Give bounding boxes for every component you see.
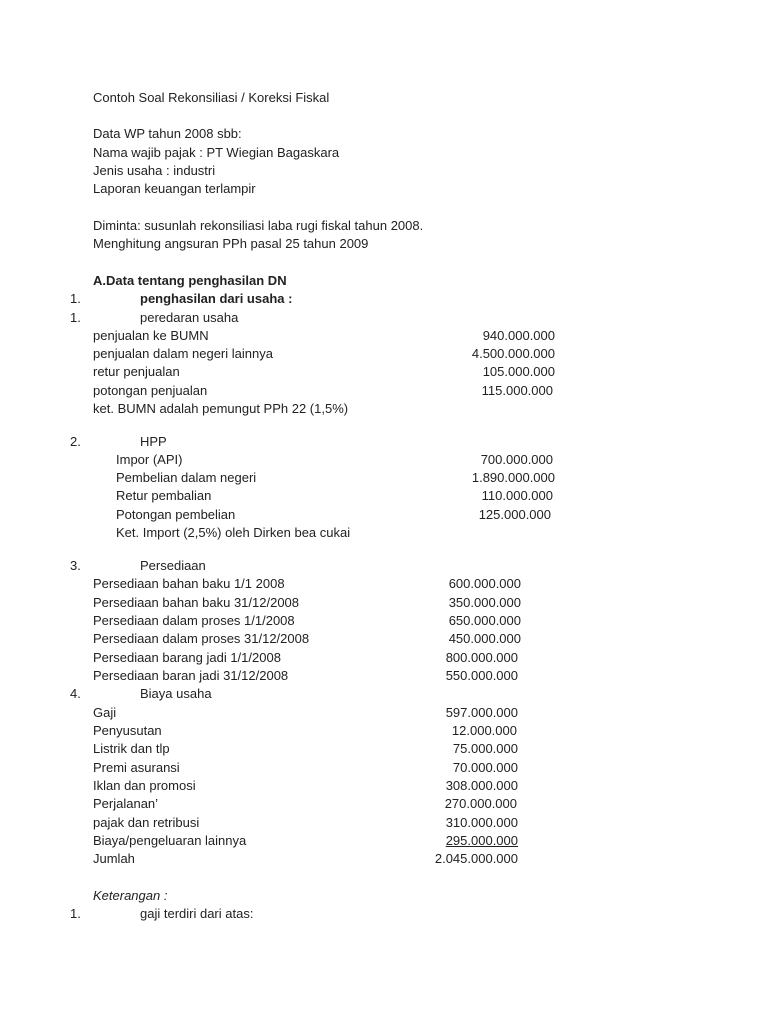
item-label: Perjalanan’	[93, 796, 159, 811]
list-number: 1.	[70, 310, 81, 325]
item-label: Potongan pembelian	[116, 507, 236, 522]
item-value: 75.000.000	[452, 741, 518, 756]
item-value: 1.890.000.000	[471, 470, 555, 485]
item-label: Iklan dan promosi	[93, 778, 196, 793]
item-label: Impor (API)	[116, 452, 183, 467]
item-value: 115.000.000	[481, 383, 553, 398]
intro-line: Nama wajib pajak : PT Wiegian Bagaskara	[93, 145, 340, 160]
subsection-title: Persediaan	[140, 558, 206, 573]
item-label: Persediaan dalam proses 1/1/2008	[93, 613, 295, 628]
item-label: Retur pembalian	[116, 488, 212, 503]
item-label: penjualan ke BUMN	[93, 328, 209, 343]
total-label: Jumlah	[93, 851, 135, 866]
item-value: 597.000.000	[445, 705, 518, 720]
item-label: Gaji	[93, 705, 117, 720]
item-value: 650.000.000	[448, 613, 521, 628]
item-value: 700.000.000	[480, 452, 553, 467]
intro-line: Laporan keuangan terlampir	[93, 181, 256, 196]
item-value: 940.000.000	[482, 328, 555, 343]
item-value: 350.000.000	[448, 595, 521, 610]
subsection-title: penghasilan dari usaha :	[140, 291, 293, 306]
item-value: 310.000.000	[445, 815, 518, 830]
item-label: Penyusutan	[93, 723, 162, 738]
item-label: retur penjualan	[93, 364, 180, 379]
item-label: Listrik dan tlp	[93, 741, 170, 756]
item-label: Premi asuransi	[93, 760, 180, 775]
item-value: 270.000.000	[444, 796, 517, 811]
list-number: 2.	[70, 434, 81, 449]
item-label: Persediaan bahan baku 31/12/2008	[93, 595, 300, 610]
item-value: 308.000.000	[445, 778, 518, 793]
item-label: Biaya/pengeluaran lainnya	[93, 833, 247, 848]
item-value: 800.000.000	[445, 650, 518, 665]
item-value: 70.000.000	[452, 760, 518, 775]
list-number: 4.	[70, 686, 81, 701]
section-a-heading: A.Data tentang penghasilan DN	[93, 273, 287, 288]
task-line: Diminta: susunlah rekonsiliasi laba rugi fiskal tahun 2008.	[93, 218, 424, 233]
total-value: 2.045.000.000	[434, 851, 518, 866]
item-value: 4.500.000.000	[471, 346, 555, 361]
keterangan-text: gaji terdiri dari atas:	[140, 906, 254, 921]
item-value: 12.000.000	[451, 723, 517, 738]
document-title: Contoh Soal Rekonsiliasi / Koreksi Fiskal	[93, 90, 330, 105]
item-label: potongan penjualan	[93, 383, 208, 398]
item-label: Persediaan dalam proses 31/12/2008	[93, 631, 310, 646]
intro-line: Data WP tahun 2008 sbb:	[93, 126, 242, 141]
subsection-title: peredaran usaha	[140, 310, 239, 325]
intro-line: Jenis usaha : industri	[93, 163, 216, 178]
keterangan-heading: Keterangan :	[93, 888, 168, 903]
list-number: 1.	[70, 906, 81, 921]
subsection-title: Biaya usaha	[140, 686, 212, 701]
item-value: 295.000.000	[445, 833, 518, 848]
subsection-title: HPP	[140, 434, 167, 449]
item-value: 600.000.000	[448, 576, 521, 591]
section-note: Ket. Import (2,5%) oleh Dirken bea cukai	[116, 525, 351, 540]
item-value: 125.000.000	[478, 507, 551, 522]
item-value: 450.000.000	[448, 631, 521, 646]
item-label: Pembelian dalam negeri	[116, 470, 257, 485]
task-line: Menghitung angsuran PPh pasal 25 tahun 2009	[93, 236, 369, 251]
item-label: pajak dan retribusi	[93, 815, 200, 830]
list-number: 3.	[70, 558, 81, 573]
list-number: 1.	[70, 291, 81, 306]
item-value: 105.000.000	[482, 364, 555, 379]
item-label: Persediaan baran jadi 31/12/2008	[93, 668, 289, 683]
item-label: Persediaan barang jadi 1/1/2008	[93, 650, 281, 665]
section-note: ket. BUMN adalah pemungut PPh 22 (1,5%)	[93, 401, 349, 416]
item-value: 550.000.000	[445, 668, 518, 683]
item-label: Persediaan bahan baku 1/1 2008	[93, 576, 285, 591]
item-label: penjualan dalam negeri lainnya	[93, 346, 273, 361]
item-value: 110.000.000	[481, 488, 553, 503]
